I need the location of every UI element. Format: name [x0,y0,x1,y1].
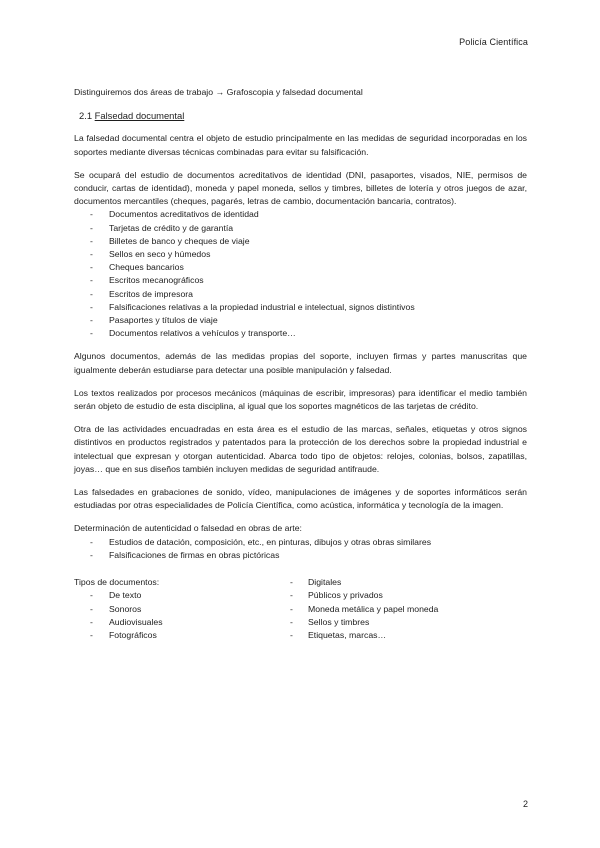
section-title: Falsedad documental [94,110,185,122]
list-item: - De texto [74,589,290,602]
list-item: - Falsificaciones relativas a la propiedad industrial e intelectual, signos distintivos [74,301,527,314]
types-left-list [74,589,290,642]
page-header: Policía Científica [459,37,528,47]
paragraph-5: Otra de las actividades encuadradas en esta área es el estudio de las marcas, señales, etiquetas y otros signos distintivos en productos registrados y patentados para la protección de los derechos sobre la propiedad industrial e intelectual que expresan y otorgan autenticidad. Abarca todo tipo de objetos: relojes, colonias, bolsos, zapatillas, joyas… que en sus diseños también incluyen medidas de seguridad antifraude. [74,424,527,474]
list-item: - Falsificaciones de firmas en obras pictóricas [74,549,527,562]
paragraph-1: La falsedad documental centra el objeto de estudio principalmente en las medidas de seguridad incorporadas en los soportes mediante diversas técnicas combinadas para evitar su falsificación. [74,133,527,157]
list-item: - Audiovisuales [74,616,290,629]
list-item: - Moneda metálica y papel moneda [290,603,527,616]
types-right-list [290,576,527,642]
list-item: - Sonoros [74,603,290,616]
types-left-column [74,576,290,642]
document-body [74,86,527,642]
list-item: - Escritos mecanográficos [74,274,527,287]
list-item: - Documentos acreditativos de identidad [74,208,527,221]
paragraph-7: Determinación de autenticidad o falsedad en obras de arte: [74,523,302,534]
list-item: - Cheques bancarios [74,261,527,274]
list-item: - Sellos y timbres [290,616,527,629]
paragraph-6: Las falsedades en grabaciones de sonido, vídeo, manipulaciones de imágenes y de soportes informáticos serán estudiadas por otras especialidades de Policía Científica, como acústica, informática y tecnología de la imagen. [74,487,527,511]
list-item: - Pasaportes y títulos de viaje [74,314,527,327]
list-item: - Sellos en seco y húmedos [74,248,527,261]
art-list [74,536,527,562]
section-number: 2.1 [79,110,93,122]
paragraph-4: Los textos realizados por procesos mecánicos (máquinas de escribir, impresoras) para identificar el medio también serán objeto de estudio de esta disciplina, al igual que los soportes magnéticos de las tarjetas de crédito. [74,387,527,412]
list-item: - Digitales [290,576,527,589]
list-item: - Billetes de banco y cheques de viaje [74,235,527,248]
types-right-column [290,576,527,642]
paragraph-2: Se ocupará del estudio de documentos acreditativos de identidad (DNI, pasaportes, visados, NIE, permisos de conducir, cartas de identidad), moneda y papel moneda, sellos y timbres, billetes de lotería y otros juegos de azar, documentos mercantiles (cheques, pagarés, letras de cambio, documentación bancaria, contratos). [74,169,527,207]
list-item: - Públicos y privados [290,589,527,602]
list-item: - Tarjetas de crédito y de garantía [74,222,527,235]
list-item: - Fotográficos [74,629,290,642]
document-types-list [74,208,527,340]
list-item: - Escritos de impresora [74,288,527,301]
document-types-columns [74,576,527,642]
types-heading: Tipos de documentos: [74,577,160,588]
list-item: - Etiquetas, marcas… [290,629,527,642]
list-item: - Estudios de datación, composición, etc., en pinturas, dibujos y otras obras similares [74,536,527,549]
list-item: - Documentos relativos a vehículos y transporte… [74,327,527,340]
intro-line: Distinguiremos dos áreas de trabajo → Grafoscopia y falsedad documental [74,87,363,97]
section-heading [79,109,527,122]
paragraph-3: Algunos documentos, además de las medidas propias del soporte, incluyen firmas y partes manuscritas que igualmente deberán estudiarse para detectar una posible manipulación y falsedad. [74,351,527,375]
page-number: 2 [522,799,528,809]
